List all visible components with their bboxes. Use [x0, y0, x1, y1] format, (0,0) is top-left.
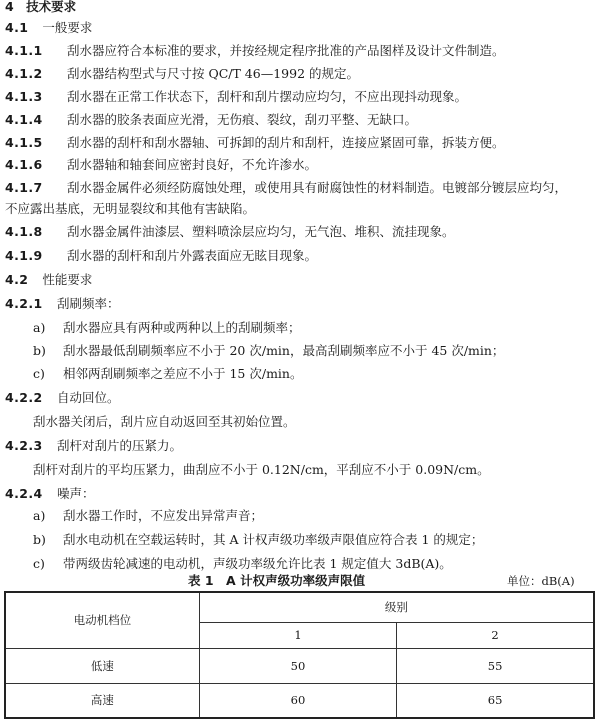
- clause-title: 噪声：: [57, 486, 95, 501]
- section-number: 4: [5, 0, 15, 14]
- list-text: 刮水电动机在空载运转时，其 A 计权声级功率级声限值应符合表 1 的规定；: [63, 532, 484, 547]
- clause-4-1-3: [5, 89, 467, 105]
- clause-4-1-8: [5, 224, 455, 240]
- header-level-1: 1: [199, 622, 396, 648]
- clause-number: 4.1.1: [5, 43, 43, 58]
- list-letter: c): [33, 366, 45, 381]
- clause-number: 4.2.2: [5, 390, 43, 405]
- list-item-noise-a: [33, 508, 263, 524]
- clause-4-1-7-continuation: 不应露出基底，无明显裂纹和其他有害缺陷。: [5, 201, 256, 216]
- table-unit: 单位：dB(A): [507, 574, 575, 588]
- clause-4-1-9: [5, 248, 317, 264]
- row-label-low: 低速: [5, 648, 199, 683]
- clause-text: 刮水器金属件油漆层、塑料喷涂层应均匀，无气泡、堆积、流挂现象。: [67, 224, 455, 239]
- list-text: 刮水器工作时，不应发出异常声音；: [63, 508, 264, 523]
- clause-4-2-3-body: 刮杆对刮片的平均压紧力，曲刮应不小于 0.12N/cm，平刮应不小于 0.09N/cm。: [33, 462, 490, 477]
- list-text: 带两级齿轮减速的电动机，声级功率级允许比表 1 规定值大 3dB(A)。: [63, 556, 452, 571]
- clause-4-1-1: [5, 43, 505, 59]
- list-text: 刮水器最低刮刷频率应不小于 20 次/min，最高刮刷频率应不小于 45 次/min；: [63, 343, 505, 358]
- list-letter: b): [33, 532, 46, 547]
- clause-text: 刮水器轴和轴套间应密封良好，不允许渗水。: [67, 157, 318, 172]
- list-item-freq-b: [33, 343, 504, 359]
- clause-title: 刮杆对刮片的压紧力。: [57, 438, 183, 453]
- clause-4-1-4: [5, 112, 417, 128]
- list-item-freq-c: [33, 366, 302, 382]
- header-level-2: 2: [397, 622, 594, 648]
- list-text: 刮水器应具有两种或两种以上的刮刷频率；: [63, 320, 301, 335]
- clause-number: 4.1.2: [5, 66, 43, 81]
- list-item-noise-b: [33, 532, 483, 548]
- clause-text: 刮水器结构型式与尺寸按 QC/T 46—1992 的规定。: [67, 66, 359, 81]
- cell-high-1: 60: [199, 683, 396, 718]
- clause-number: 4.1.7: [5, 180, 43, 195]
- subsection-number: 4.2: [5, 272, 29, 287]
- list-item-freq-a: [33, 320, 301, 336]
- list-letter: a): [33, 508, 46, 523]
- list-letter: b): [33, 343, 46, 358]
- list-item-noise-c: [33, 556, 452, 572]
- list-letter: c): [33, 556, 45, 571]
- clause-number: 4.1.9: [5, 248, 43, 263]
- table-row: [5, 683, 594, 718]
- clause-number: 4.1.3: [5, 89, 43, 104]
- clause-title: 刮刷频率：: [57, 296, 120, 311]
- subsection-number: 4.1: [5, 20, 29, 35]
- clause-number: 4.2.4: [5, 486, 43, 501]
- header-level: 级别: [199, 592, 594, 622]
- cell-high-2: 65: [397, 683, 594, 718]
- clause-4-2-2-body: 刮水器关闭后，刮片应自动返回至其初始位置。: [33, 414, 296, 429]
- clause-4-2-3: [5, 438, 182, 454]
- clause-number: 4.2.1: [5, 296, 43, 311]
- clause-text: 刮水器应符合本标准的要求，并按经规定程序批准的产品图样及设计文件制造。: [67, 43, 505, 58]
- clause-4-2-2: [5, 390, 120, 406]
- clause-4-1-7: [5, 180, 567, 196]
- clause-4-2-4: [5, 486, 95, 502]
- table-row: [5, 648, 594, 683]
- clause-4-1-6: [5, 157, 317, 173]
- subsection-title: 性能要求: [42, 272, 93, 287]
- clause-title: 自动回位。: [57, 390, 120, 405]
- clause-number: 4.1.4: [5, 112, 43, 127]
- noise-limit-table: [4, 591, 595, 719]
- list-text: 相邻两刮刷频率之差应不小于 15 次/min。: [63, 366, 303, 381]
- list-letter: a): [33, 320, 46, 335]
- clause-text: 刮水器的胶条表面应光滑，无伤痕、裂纹，刮刃平整、无缺口。: [67, 112, 418, 127]
- header-motor-gear: 电动机档位: [5, 592, 199, 648]
- clause-number: 4.1.8: [5, 224, 43, 239]
- section-title: 技术要求: [26, 0, 77, 14]
- clause-number: 4.1.6: [5, 157, 43, 172]
- clause-text: 刮水器的刮杆和刮水器轴、可拆卸的刮片和刮杆，连接应紧固可靠，拆装方便。: [67, 135, 505, 150]
- row-label-high: 高速: [5, 683, 199, 718]
- clause-4-1-2: [5, 66, 359, 82]
- subsection-heading-performance: [5, 272, 92, 288]
- cell-low-2: 55: [397, 648, 594, 683]
- table-caption-row: [0, 573, 600, 589]
- clause-text: 刮水器金属件必须经防腐蚀处理，或使用具有耐腐蚀性的材料制造。电镀部分镀层应均匀，: [67, 180, 568, 195]
- clause-number: 4.1.5: [5, 135, 43, 150]
- clause-4-2-1: [5, 296, 120, 312]
- cell-low-1: 50: [199, 648, 396, 683]
- table-caption: 表 1 A 计权声级功率级声限值: [188, 573, 366, 588]
- subsection-heading-general: [5, 20, 92, 36]
- clause-text: 刮水器的刮杆和刮片外露表面应无眩目现象。: [67, 248, 318, 263]
- clause-4-1-5: [5, 135, 505, 151]
- subsection-title: 一般要求: [42, 20, 93, 35]
- section-heading: [5, 0, 76, 15]
- clause-number: 4.2.3: [5, 438, 43, 453]
- clause-text: 刮水器在正常工作状态下，刮杆和刮片摆动应均匀，不应出现抖动现象。: [67, 89, 468, 104]
